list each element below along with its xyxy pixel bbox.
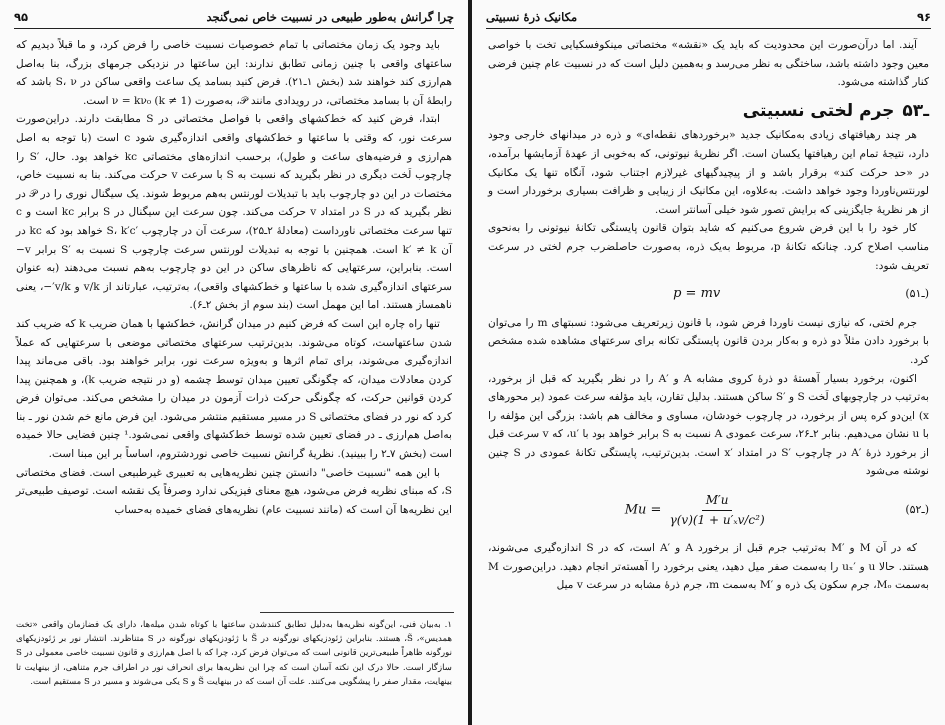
section-heading [488, 102, 929, 121]
equation-5-2-lhs: Mu = [624, 502, 662, 518]
right-paragraph-c1: که در آن M و ′M به‌ترتیب جرم قبل از برخورد A و ′A است، که در S اندازه‌گیری می‌شوند، هستند. حالا u و ′uₓ را به‌سمت صفر میل دهید، یعنی برخورد را آهسته‌تر انجام دهید. دراین‌صورت M به‌سمت Mₒ، جرم سکون یک ذره و ′M به‌سمت m، جرم ذرهٔ مشابه در سرعت v میل [488, 542, 929, 592]
equation-5-2-tag: (۵ـ۲) [905, 502, 929, 516]
footnote-text: ۱. به‌بیان فنی، این‌گونه نظریه‌ها به‌دلیل تطابق کنندشدن ساعتها با کوتاه شدن میله‌ها، دارای یک فضازمان واقعی «تخت همدیس»، S̃، هستند. بنابراین ژئودزیکهای نورگونه در S̃ با ژئودزیکهای نورگونه در S متناظرند. انتشار نور بر ژئودزیکهای نورگونه ظاهراً طبیعی‌ترین قانونی است که می‌توان فرض کرد، چرا که با اصل هم‌ارزی و قانون نسبیت خاصی معمولی در S سازگار است. حالا درک این نکته آسان است که چرا این نظریه‌ها برای انحراف نور در اطراف جرم متناهی، از بینهایت تا بینهایت، مقدار صفر را پیشگویی می‌کنند. علت آن است که در بینهایت S̃ و S یکی می‌شوند و مسیر در S مستقیم است. [16, 620, 453, 687]
left-header-title: چرا گرانش به‌طور طبیعی در نسبیت خاص نمی‌گنجد [206, 10, 454, 24]
left-page [0, 0, 468, 725]
equation-5-1-formula: p = mv [673, 286, 721, 302]
footnote-rule [260, 612, 454, 613]
equation-5-1 [488, 285, 929, 304]
left-paragraph-1: باید وجود یک زمان مختصاتی با تمام خصوصیات نسبیت خاصی را فرض کرد، و ما قبلاً دیدیم که ساعتهای واقعی با چنین زمانی تطابق ندارند: این ساعتها در نزدیکی جرمهای بزرگ، بنا به‌اصل هم‌ارزی کند خواهند شد (بخش ۱ـ۲۱). فرض کنید بسامد یک ساعت واقعی ساکن در S، ν باشد که رابطهٔ آن با بسامد مختصاتی، در رویدادی مانند 𝒫، به‌صورت ν = kν₀ (k ≠ 1) است. [16, 39, 453, 107]
section-number: ۵ـ۳ [902, 100, 929, 121]
right-page-number: ۹۶ [916, 10, 931, 24]
section-title: جرم لختی نسبیتی [742, 100, 895, 121]
equation-5-2-denominator: γ(v)(1 + u′ₓv/c²) [669, 512, 765, 527]
right-paragraph-b1: جرم لختی، که نیازی نیست ناوردا فرض شود، با قانون زیرتعریف می‌شود: نسبتهای m را می‌توان با برخورد دادن مثلاً دو ذره و به‌کار بردن قانون پایستگی تکانه برای سرعتهای مشاهده شده مشخص کرد. [488, 316, 929, 366]
right-paragraph-a1: هر چند رهیافتهای زیادی به‌مکانیک جدید «برخوردهای نقطه‌ای» و ذره در میدانهای خارجی وجود دارد، نتیجهٔ تمام این رهیافتها یکسان است. اگر نظریهٔ نیوتونی، که به‌خوبی از عهدهٔ آزمایشها برآمده، در «حد حرکت کند» برقرار باشد و از پیچیدگیهای غیرلازم اجتناب شود، آنگاه تنها یک مکانیک لورنتس‌ناوردا وجود خواهد داشت. به‌علاوه، این مکانیک از زیبایی و ظرافت بسیاری برخوردار است و از هر نظریهٔ جایگزینی که برایش تصور شود خیلی آسانتر است. [488, 129, 929, 216]
right-header-rule [486, 28, 931, 29]
left-footnote [16, 618, 452, 689]
right-paragraph-a2: کار خود را با این فرض شروع می‌کنیم که شاید بتوان قانون پایستگی تکانهٔ نیوتونی را به‌نحوی مناسب اصلاح کرد. چنانکه تکانهٔ p، مربوط به‌یک ذره، به‌صورت حاصلضرب جرم لختی در سرعت تعریف شود: [488, 222, 929, 272]
equation-5-1-tag: (۵ـ۱) [905, 287, 929, 301]
left-running-header [14, 6, 454, 28]
right-header-title: مکانیک ذرهٔ نسبیتی [486, 10, 578, 24]
right-paragraph-b2: اکنون، برخورد بسیار آهستهٔ دو ذرهٔ کروی مشابه A و ′A را در نظر بگیرید که قبل از برخورد، به‌ترتیب در چارچوبهای لَخت S و ′S ساکن هستند. بدلیل تقارن، باید مؤلفه سرعت عمود (بر محورهای x) این‌دو کره پس از برخورد، در چارچوب خودشان، مساوی و مخالف هم باشد: بزرگی این مؤلفه را با u نشان می‌دهیم. بنابر ۲ـ۲۶، سرعت عمودی A نسبت به S برابر خواهد بود با ′u، که v سرعت قبل از برخورد ذرهٔ ′A در چارچوب ′S در امتداد ′x است. بدین‌ترتیب، پایستگی تکانهٔ عمودی در S چنین نوشته می‌شود [488, 372, 929, 478]
right-intro-paragraph: آیند. اما درآن‌صورت این محدودیت که باید یک «نقشه» مختصاتی مینکوفسکیایی تخت با خواصی معین وجود داشته باشد، ساختگی به نظر می‌رسد و به‌همین دلیل است که در نسبیت عام چنین فرضی کنار گذاشته می‌شود. [488, 39, 929, 89]
left-paragraph-3: تنها راه چاره این است که فرض کنیم در میدان گرانش، خط‌کشها با همان ضریب k که ضریب کند شدن ساعتهاست، کوتاه می‌شوند. بدین‌ترتیب سرعتهای مختصاتی موضعی با سرعتهایی که عملاً اندازه‌گیری می‌شوند، برای تمام اثرها و به‌ویژه سرعت نور، برابر خواهند بود. باقی می‌ماند پیدا کردن معادلات میدان، که چگونگی تعیین میدان توسط چشمه (و در نتیجه ضریب k)، و همچنین پیدا کردن قوانین حرکت، که چگونگی حرکت ذرات آزمون در میدان را مشخص می‌کند. می‌توان فرض کرد که نور در فضای مختصاتی S در مسیر مستقیم منتشر می‌شود. این فرض مانع خم شدن نور ـ بنا به‌اصل هم‌ارزی ـ در فضای تعیین شده توسط خط‌کشهای واقعی نمی‌شود.¹ چنین فضایی حالا خمیده است (بخش ۷ـ۲ را ببینید). نظریهٔ گرانش نسبیت خاصی نوردشتروم، اساساً بر این مبنا است. [16, 317, 453, 461]
equation-5-2 [488, 491, 929, 529]
left-header-rule [14, 28, 454, 29]
right-running-header [486, 6, 931, 28]
right-body-text [488, 36, 929, 595]
left-body-text [16, 36, 452, 607]
left-page-number: ۹۵ [14, 10, 29, 24]
equation-5-2-numerator: M′u [702, 491, 733, 511]
equation-5-2-fraction [666, 491, 769, 529]
left-paragraph-4: با این همه "نسبیت خاصی" دانستن چنین نظریه‌هایی به تعبیری غیرطبیعی است. فضای مختصاتی S، که مبنای نظریه فرض می‌شود، هیچ معنای فیزیکی ندارد وصرفاً یک نقشه است. توصیف طبیعی‌تر این نظریه‌ها آن است که (مانند نسبیت عام) نظریه‌های فضای خمیده به‌حساب [16, 466, 452, 516]
left-paragraph-2: ابتدا، فرض کنید که خط‌کشهای واقعی با فواصل مختصاتی در S مطابقت دارند. دراین‌صورت سرعت نور، که وقتی با ساعتها و خط‌کشهای واقعی اندازه‌گیری شود c است (با توجه به اصل هم‌ارزی و فرضیه‌های ساعت و طول)، برحسب اندازه‌های مختصاتی kc خواهد بود. حال، ′S را چارچوب لَخت دیگری در نظر بگیرید که نسبت به S با سرعت v حرکت می‌کند. بنا به نسبیت خاص، مختصات در این دو چارچوب باید با تبدیلات لورنتس به‌هم مربوط شوند. یک سیگنال نوری را در 𝒫 در نظر بگیرید که در S در امتداد v حرکت می‌کند. چون سرعت این سیگنال در S برابر kc است و c تنها سرعت مختصاتی ناورداست (معادلهٔ ۲ـ۲۵)، سرعت آن در چارچوب ′S، k′c خواهد بود که kc در آن k′ ≠ k است. همچنین با توجه به تبدیلات لورنتس سرعت چارچوب S نسبت به ′S برابر v− است. بنابراین، سرعتهایی که ناظرهای ساکن در این دو چارچوب به‌هم نسبت می‌دهند (به عنوان سرعتهای اندازه‌گیری شده با ساعتها و خط‌کشهای واقعی)، به‌ترتیب، عبارتاند از v/k و v/k′−، یعنی ناهمساز هستند. اما این مهمل است (بند سوم از بخش ۲ـ۶). [16, 113, 453, 312]
right-page [472, 0, 945, 725]
equation-5-2-formula [488, 491, 905, 529]
